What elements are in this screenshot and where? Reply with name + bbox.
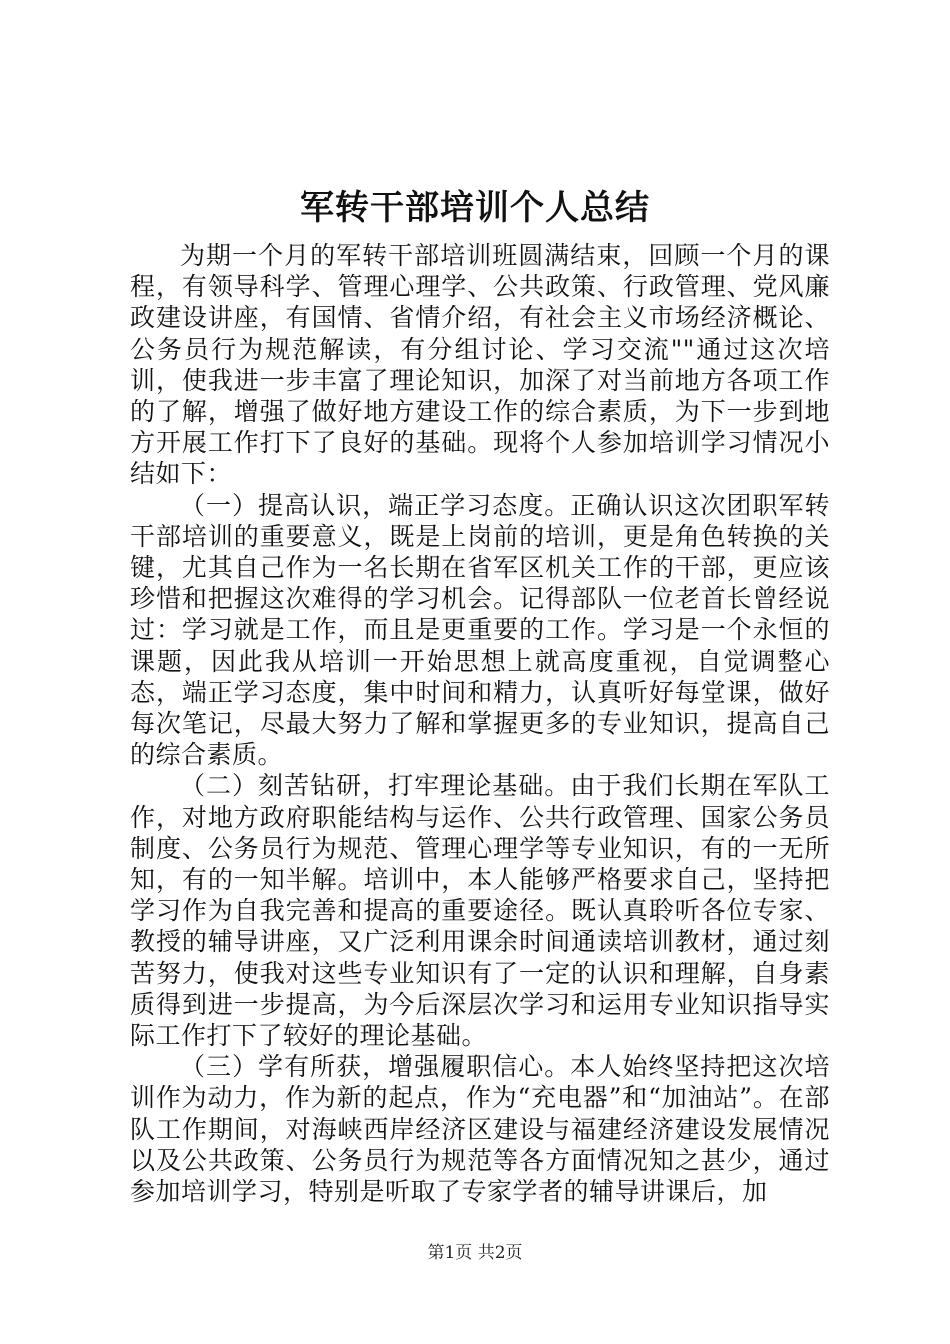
- document-body: [130, 240, 830, 1207]
- paragraph-intro: 为期一个月的军转干部培训班圆满结束，回顾一个月的课程，有领导科学、管理心理学、公共政策、行政管理、党风廉政建设讲座，有国情、省情介绍，有社会主义市场经济概论、公务员行为规范解读，有分组讨论、学习交流""通过这次培训，使我进一步丰富了理论知识，加深了对当前地方各项工作的了解，增强了做好地方建设工作的综合素质，为下一步到地方开展工作打下了良好的基础。现将个人参加培训学习情况小结如下：: [130, 241, 830, 489]
- paragraph-section-2: （二）刻苦钻研，打牢理论基础。由于我们长期在军队工作，对地方政府职能结构与运作、公共行政管理、国家公务员制度、公务员行为规范、管理心理学等专业知识，有的一无所知，有的一知半解。培训中，本人能够严格要求自己，坚持把学习作为自我完善和提高的重要途径。既认真聆听各位专家、教授的辅导讲座，又广泛利用课余时间通读培训教材，通过刻苦努力，使我对这些专业知识有了一定的认识和理解，自身素质得到进一步提高，为今后深层次学习和运用专业知识指导实际工作打下了较好的理论基础。: [130, 771, 830, 1051]
- page-footer: 第1页 共2页: [427, 1243, 523, 1263]
- document-title: 军转干部培训个人总结: [300, 188, 650, 228]
- paragraph-section-3: （三）学有所获，增强履职信心。本人始终坚持把这次培训作为动力，作为新的起点，作为“充电器”和“加油站”。在部队工作期间，对海峡西岸经济区建设与福建经济建设发展情况以及公共政策、公务员行为规范等各方面情况知之甚少，通过参加培训学习，特别是听取了专家学者的辅导讲课后，加: [130, 1052, 830, 1207]
- paragraph-section-1: （一）提高认识，端正学习态度。正确认识这次团职军转干部培训的重要意义，既是上岗前的培训，更是角色转换的关键，尤其自己作为一名长期在省军区机关工作的干部，更应该珍惜和把握这次难得的学习机会。记得部队一位老首长曾经说过：学习就是工作，而且是更重要的工作。学习是一个永恒的课题，因此我从培训一开始思想上就高度重视，自觉调整心态，端正学习态度，集中时间和精力，认真听好每堂课，做好每次笔记，尽最大努力了解和掌握更多的专业知识，提高自己的综合素质。: [130, 490, 830, 770]
